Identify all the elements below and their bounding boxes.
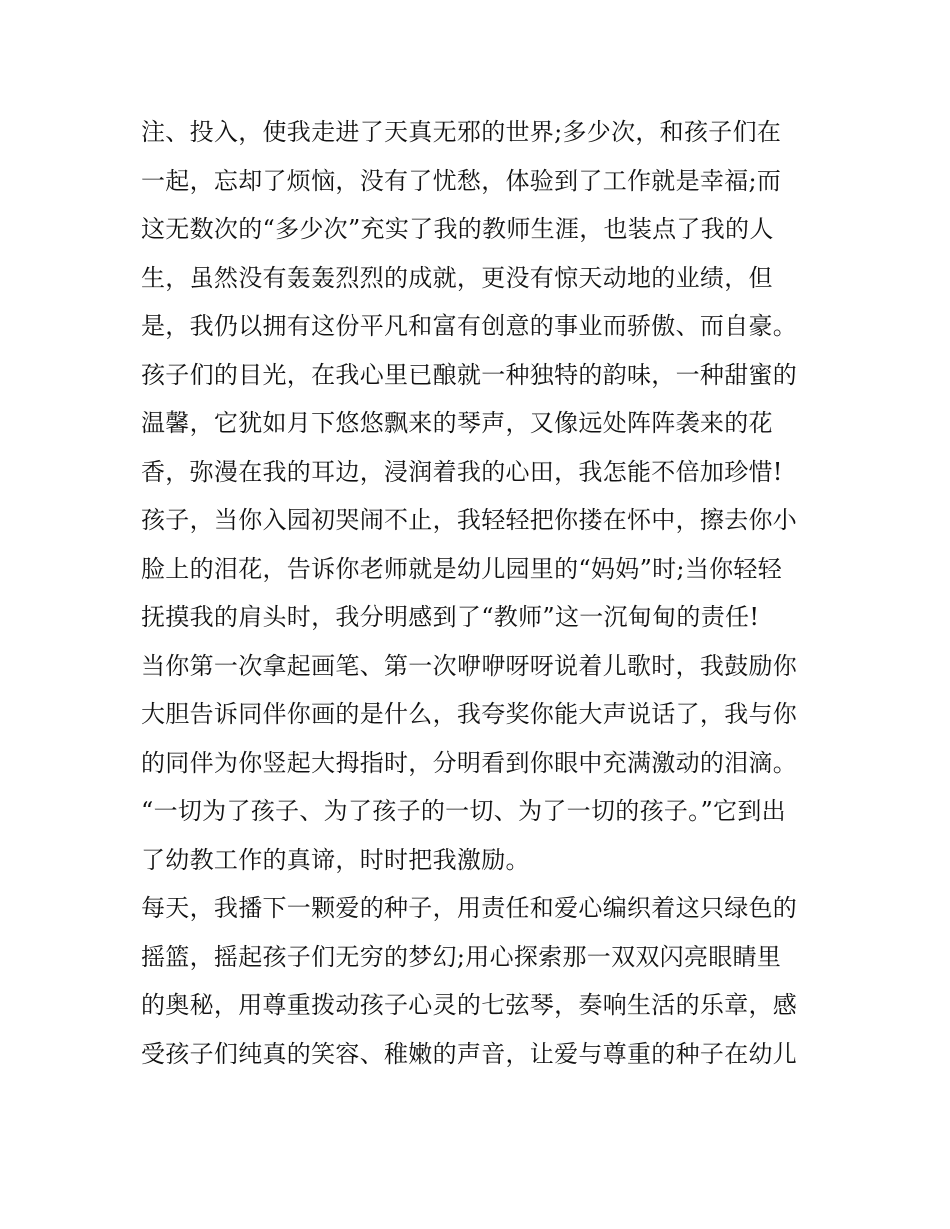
text-line: 香，弥漫在我的耳边，浸润着我的心田，我怎能不倍加珍惜! — [141, 457, 783, 486]
text-line: 了幼教工作的真谛，时时把我激励。 — [141, 845, 530, 874]
text-line: 抚摸我的肩头时，我分明感到了“教师”这一沉甸甸的责任! — [141, 603, 760, 631]
text-line: 的奥秘，用尊重拨动孩子心灵的七弦琴，奏响生活的乐章，感 — [141, 991, 798, 1019]
body-text — [141, 108, 821, 1078]
text-line: 大胆告诉同伴你画的是什么，我夸奖你能大声说话了，我与你 — [141, 700, 798, 728]
text-line: 当你第一次拿起画笔、第一次咿咿呀呀说着儿歌时，我鼓励你 — [141, 651, 798, 680]
text-line: 的同伴为你竖起大拇指时，分明看到你眼中充满激动的泪滴。 — [141, 748, 798, 777]
text-line: 受孩子们纯真的笑容、稚嫩的声音，让爱与尊重的种子在幼儿 — [141, 1039, 798, 1068]
text-line: 注、投入，使我走进了天真无邪的世界;多少次，和孩子们在 — [141, 118, 782, 146]
text-line: 是，我仍以拥有这份平凡和富有创意的事业而骄傲、而自豪。 — [141, 312, 798, 340]
text-line: 一起，忘却了烦恼，没有了忧愁，体验到了工作就是幸福;而 — [141, 166, 782, 195]
text-line: 孩子们的目光，在我心里已酿就一种独特的韵味，一种甜蜜的 — [141, 360, 798, 389]
text-line: 温馨，它犹如月下悠悠飘来的琴声，又像远处阵阵袭来的花 — [141, 409, 773, 437]
text-line: 摇篮，摇起孩子们无穷的梦幻;用心探索那一双双闪亮眼睛里 — [141, 942, 782, 971]
text-line: 这无数次的“多少次”充实了我的教师生涯，也装点了我的人 — [141, 215, 774, 243]
text-line: 生，虽然没有轰轰烈烈的成就，更没有惊天动地的业绩，但 — [141, 263, 773, 292]
text-line: 脸上的泪花，告诉你老师就是幼儿园里的“妈妈”时;当你轻轻 — [141, 554, 783, 583]
text-line: 孩子，当你入园初哭闹不止，我轻轻把你搂在怀中，擦去你小 — [141, 506, 798, 534]
text-line: 每天，我播下一颗爱的种子，用责任和爱心编织着这只绿色的 — [141, 894, 798, 922]
text-line: “一切为了孩子、为了孩子的一切、为了一切的孩子。”它到出 — [141, 797, 786, 825]
